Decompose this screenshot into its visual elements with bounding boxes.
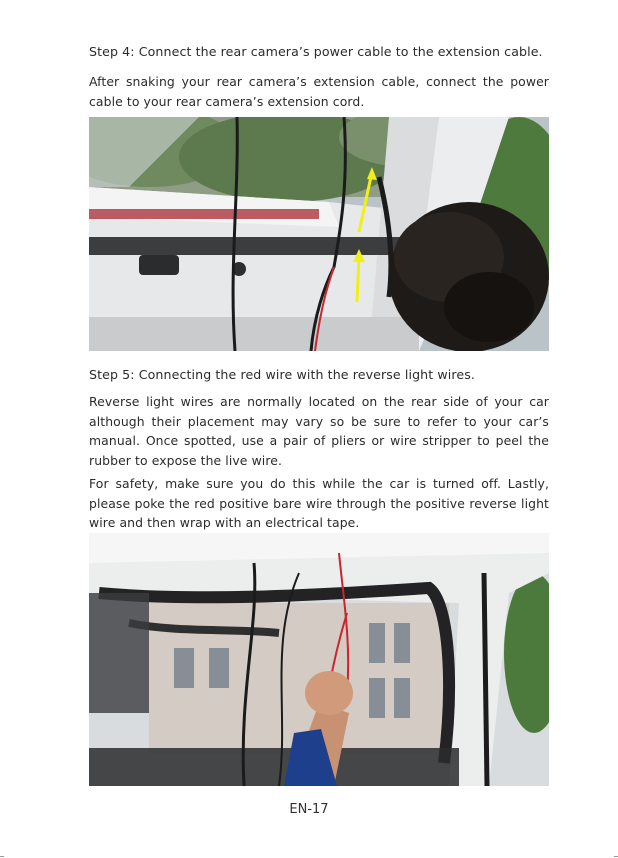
crop-mark: [0, 856, 4, 857]
page-number: EN-17: [289, 802, 329, 817]
tailgate-cable-photo: [89, 117, 549, 351]
step4-heading: Step 4: Connect the rear camera’s power cable to the extension cable.: [89, 44, 543, 59]
reverse-light-wire-photo: [89, 533, 549, 786]
step5-heading: Step 5: Connecting the red wire with the reverse light wires.: [89, 367, 476, 382]
crop-mark: [614, 856, 618, 857]
step4-body: After snaking your rear camera’s extension cable, connect the power cable to your rear camera’s extension cord.: [89, 74, 549, 109]
step5-paragraph-2: For safety, make sure you do this while the car is turned off. Lastly, please poke the red positive bare wire through the positive reverse light wire and then wrap with an electrical tape.: [89, 476, 549, 530]
step5-paragraph-1: Reverse light wires are normally located on the rear side of your car although their placement may vary so be sure to refer to your car’s manual. Once spotted, use a pair of pliers or wire stripper to peel the rubber to expose the live wire.: [89, 394, 549, 468]
